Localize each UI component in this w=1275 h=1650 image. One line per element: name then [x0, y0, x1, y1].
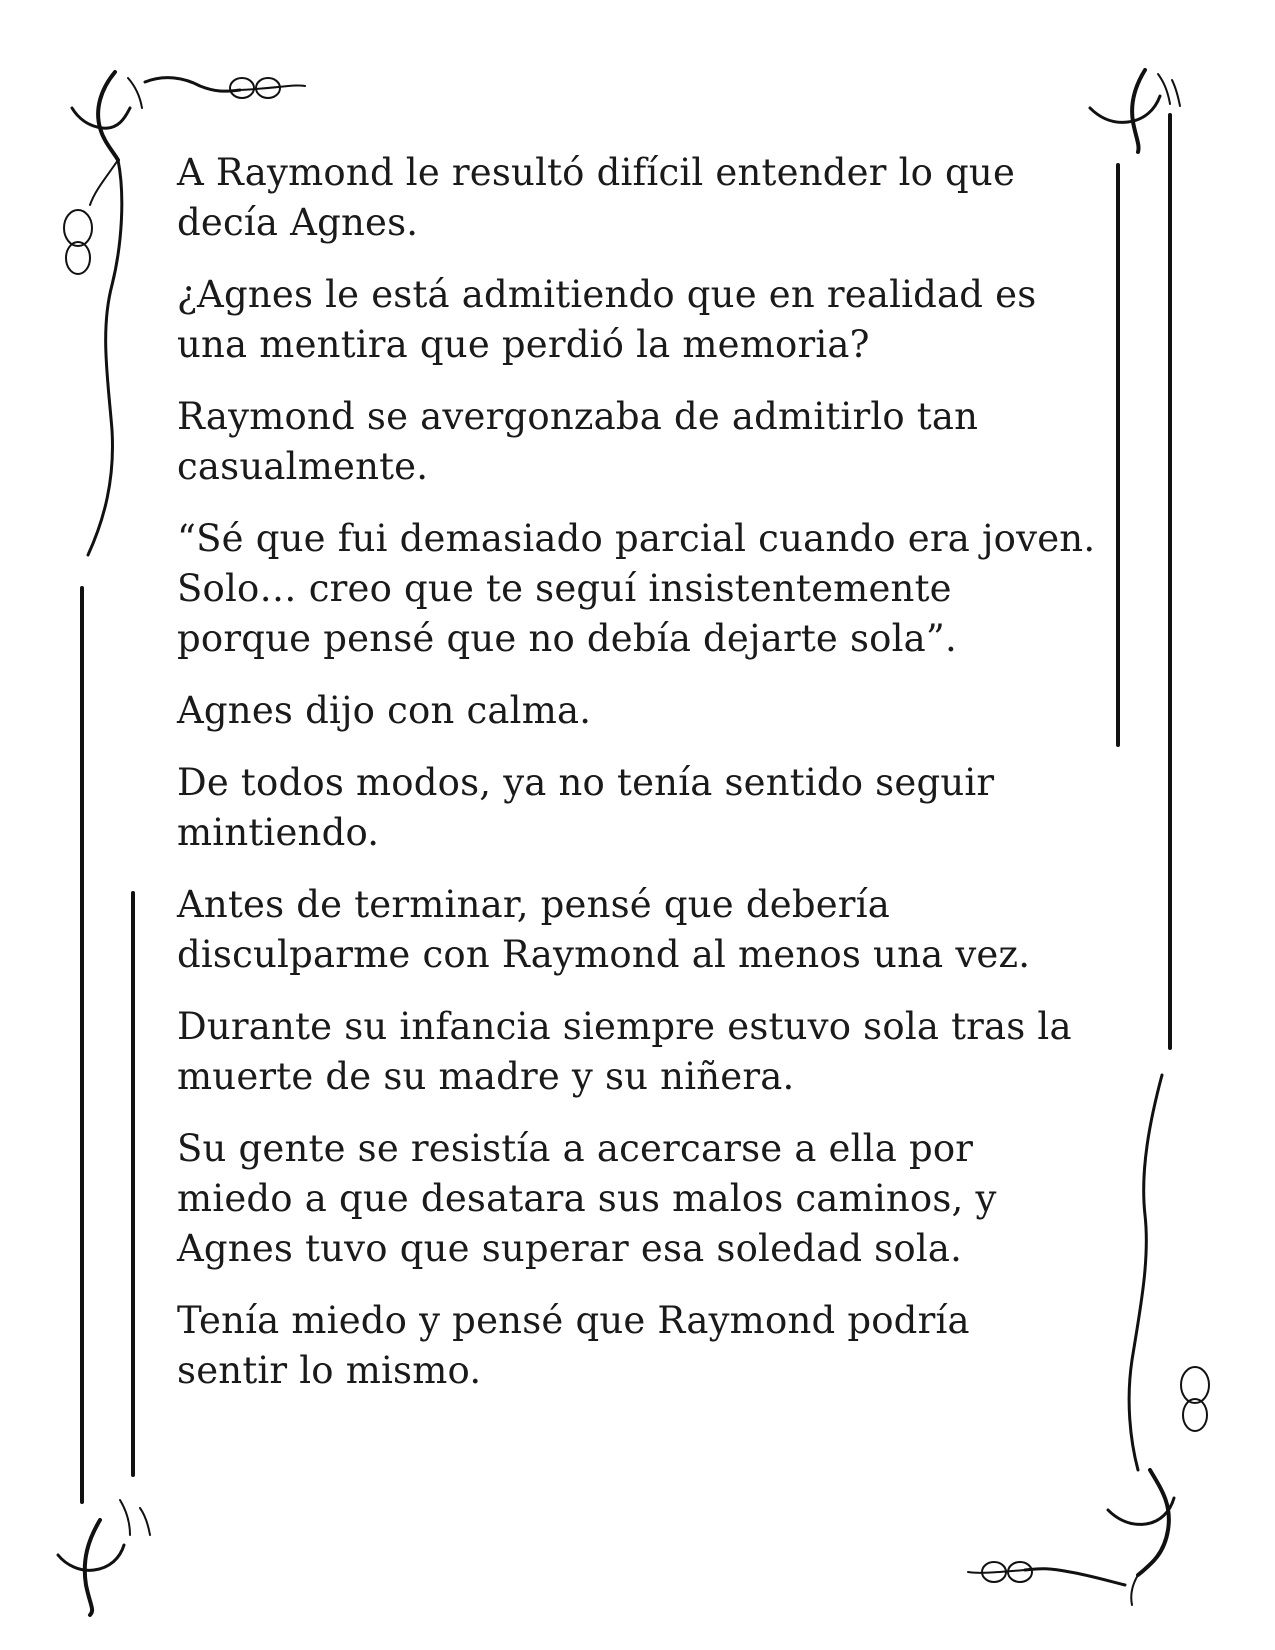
paragraph-3: [177, 392, 1117, 492]
top-right-flourish-icon: [1090, 70, 1180, 152]
paragraph-5: [177, 686, 1117, 736]
line: Antes de terminar, pensé que debería: [177, 883, 890, 926]
line: Raymond se avergonzaba de admitirlo tan: [177, 395, 979, 438]
paragraph-7: [177, 880, 1117, 980]
line: “Sé que fui demasiado parcial cuando era joven.: [177, 517, 1096, 560]
line: Durante su infancia siempre estuvo sola tras la: [177, 1005, 1072, 1048]
line: Su gente se resistía a acercarse a ella por: [177, 1127, 974, 1170]
paragraph-6: [177, 758, 1117, 858]
paragraph-10: [177, 1296, 1117, 1396]
paragraph-8: [177, 1002, 1117, 1102]
line: mintiendo.: [177, 811, 380, 854]
line: disculparme con Raymond al menos una vez.: [177, 933, 1031, 976]
line: Agnes tuvo que superar esa soledad sola.: [177, 1227, 963, 1270]
story-text: [177, 148, 1117, 1418]
line: casualmente.: [177, 445, 429, 488]
line: decía Agnes.: [177, 201, 419, 244]
line: Tenía miedo y pensé que Raymond podría: [177, 1299, 970, 1342]
line: ¿Agnes le está admitiendo que en realidad es: [177, 273, 1037, 316]
line: Solo… creo que te seguí insistentemente: [177, 567, 952, 610]
line: muerte de su madre y su niñera.: [177, 1055, 795, 1098]
line: miedo a que desatara sus malos caminos, y: [177, 1177, 997, 1220]
line: porque pensé que no debía dejarte sola”.: [177, 617, 957, 660]
line: sentir lo mismo.: [177, 1349, 482, 1392]
line: Agnes dijo con calma.: [177, 689, 592, 732]
line: una mentira que perdió la memoria?: [177, 323, 870, 366]
line: De todos modos, ya no tenía sentido seguir: [177, 761, 995, 804]
line: A Raymond le resultó difícil entender lo que: [177, 151, 1016, 194]
paragraph-4: [177, 514, 1117, 664]
paragraph-9: [177, 1124, 1117, 1274]
paragraph-2: [177, 270, 1117, 370]
bottom-left-flourish-icon: [58, 1500, 150, 1615]
paragraph-1: [177, 148, 1117, 248]
